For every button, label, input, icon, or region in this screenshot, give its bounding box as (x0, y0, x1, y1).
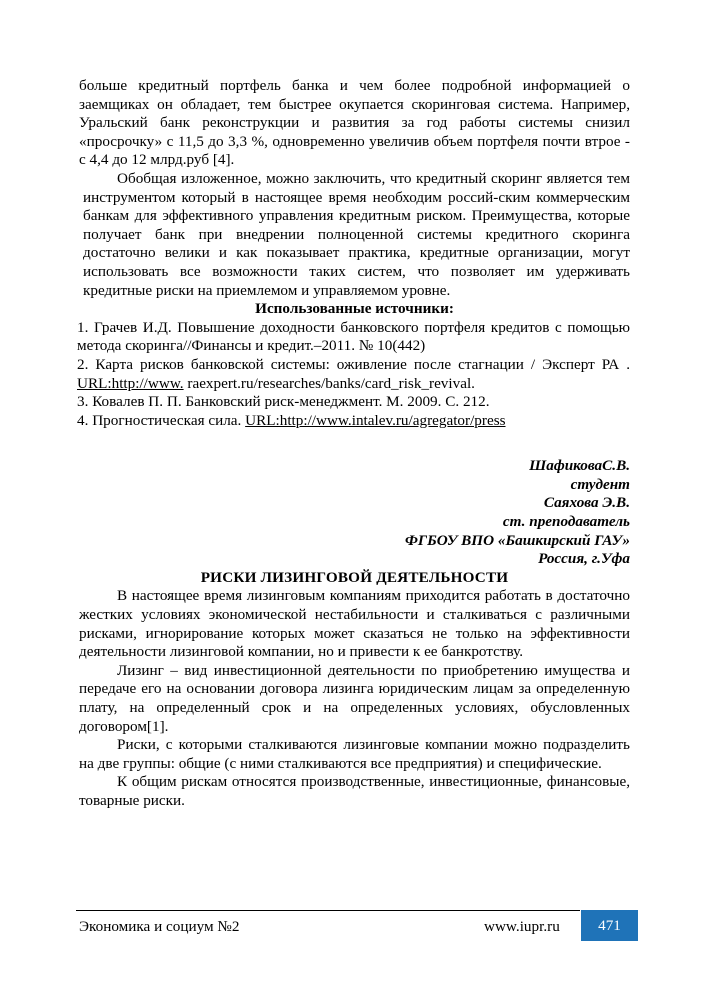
page-number-badge: 471 (581, 910, 638, 941)
reference-2-link[interactable]: URL:http://www. (77, 374, 184, 392)
paragraph-conclusion: Обобщая изложенное, можно заключить, что кредитный скоринг является тем инструментом который в настоящее время необходим россий-ским коммерческим банкам для эффективного управления кредитным риском. Преимущества, которые получает банк при внедрении полноценной системы кредитного скоринга достаточно велики и как показывает практика, кредитные организации, могут использовать все возможности таких систем, что позволяет им удерживать кредитные риски на приемлемом и управляемом уровне. (83, 169, 630, 299)
page-content (79, 77, 630, 811)
author-role-2: ст. преподаватель (502, 513, 630, 531)
reference-2-tail: raexpert.ru/researches/banks/card_risk_revival. (183, 374, 475, 392)
reference-item-1: 1. Грачев И.Д. Повышение доходности банковского портфеля кредитов с помощью метода скоринга//Финансы и кредит.–2011. № 10(442) (77, 318, 630, 355)
article-paragraph-2: Лизинг – вид инвестиционной деятельности по приобретению имущества и передаче его на основании договора лизинга юридическим лицам за определенную плату, на определенный срок и на определенных условиях, обусловленных договором[1]. (79, 661, 630, 735)
reference-2-text: 2. Карта рисков банковской системы: оживление после стагнации / Эксперт РА . (77, 355, 630, 373)
footer-divider (76, 910, 580, 911)
author-location: Россия, г.Уфа (538, 550, 630, 568)
author-block (79, 457, 630, 569)
paragraph-continuation: больше кредитный портфель банка и чем более подробной информацией о заемщиках он обладает, тем быстрее окупается скоринговая система. Например, Уральский банк реконструкции и развития за год работы системы снизил «просрочку» с 11,5 до 3,3 %, одновременно увеличив объем портфеля почти втрое - с 4,4 до 12 млрд.руб [4]. (79, 77, 630, 169)
sources-heading: Использованные источники: (255, 300, 454, 318)
article-title: РИСКИ ЛИЗИНГОВОЙ ДЕЯТЕЛЬНОСТИ (200, 568, 509, 586)
footer-journal: Экономика и социум №2 (79, 918, 240, 935)
author-name-1: ШафиковаС.В. (529, 457, 630, 475)
reference-list (77, 319, 630, 431)
article-paragraph-4: К общим рискам относятся производственные, инвестиционные, финансовые, товарные риски. (79, 773, 630, 809)
reference-item-2 (77, 356, 630, 393)
article-paragraph-3: Риски, с которыми сталкиваются лизинговые компании можно подразделить на две группы: общие (с ними сталкиваются все предприятия) и специфические. (79, 736, 630, 772)
conclusion-block (79, 170, 630, 300)
spacer (79, 430, 630, 457)
author-institution: ФГБОУ ВПО «Башкирский ГАУ» (405, 531, 630, 549)
author-role-1: студент (570, 475, 630, 493)
reference-4-link[interactable]: URL:http://www.intalev.ru/agregator/press (245, 411, 506, 429)
article-paragraph-1: В настоящее время лизинговым компаниям приходится работать в достаточно жестких условиях экономической нестабильности и сталкиваться с различными рисками, игнорирование которых может сказаться не только на эффективности деятельности лизинговой компании, но и привести к ее банкротству. (79, 587, 630, 661)
reference-item-3: 3. Ковалев П. П. Банковский риск-менеджмент. М. 2009. С. 212. (77, 393, 490, 411)
author-name-2: Саяхова Э.В. (543, 494, 630, 512)
reference-4-text: 4. Прогностическая сила. (77, 411, 246, 429)
footer-site[interactable]: www.iupr.ru (484, 918, 560, 935)
reference-item-4 (77, 412, 630, 431)
